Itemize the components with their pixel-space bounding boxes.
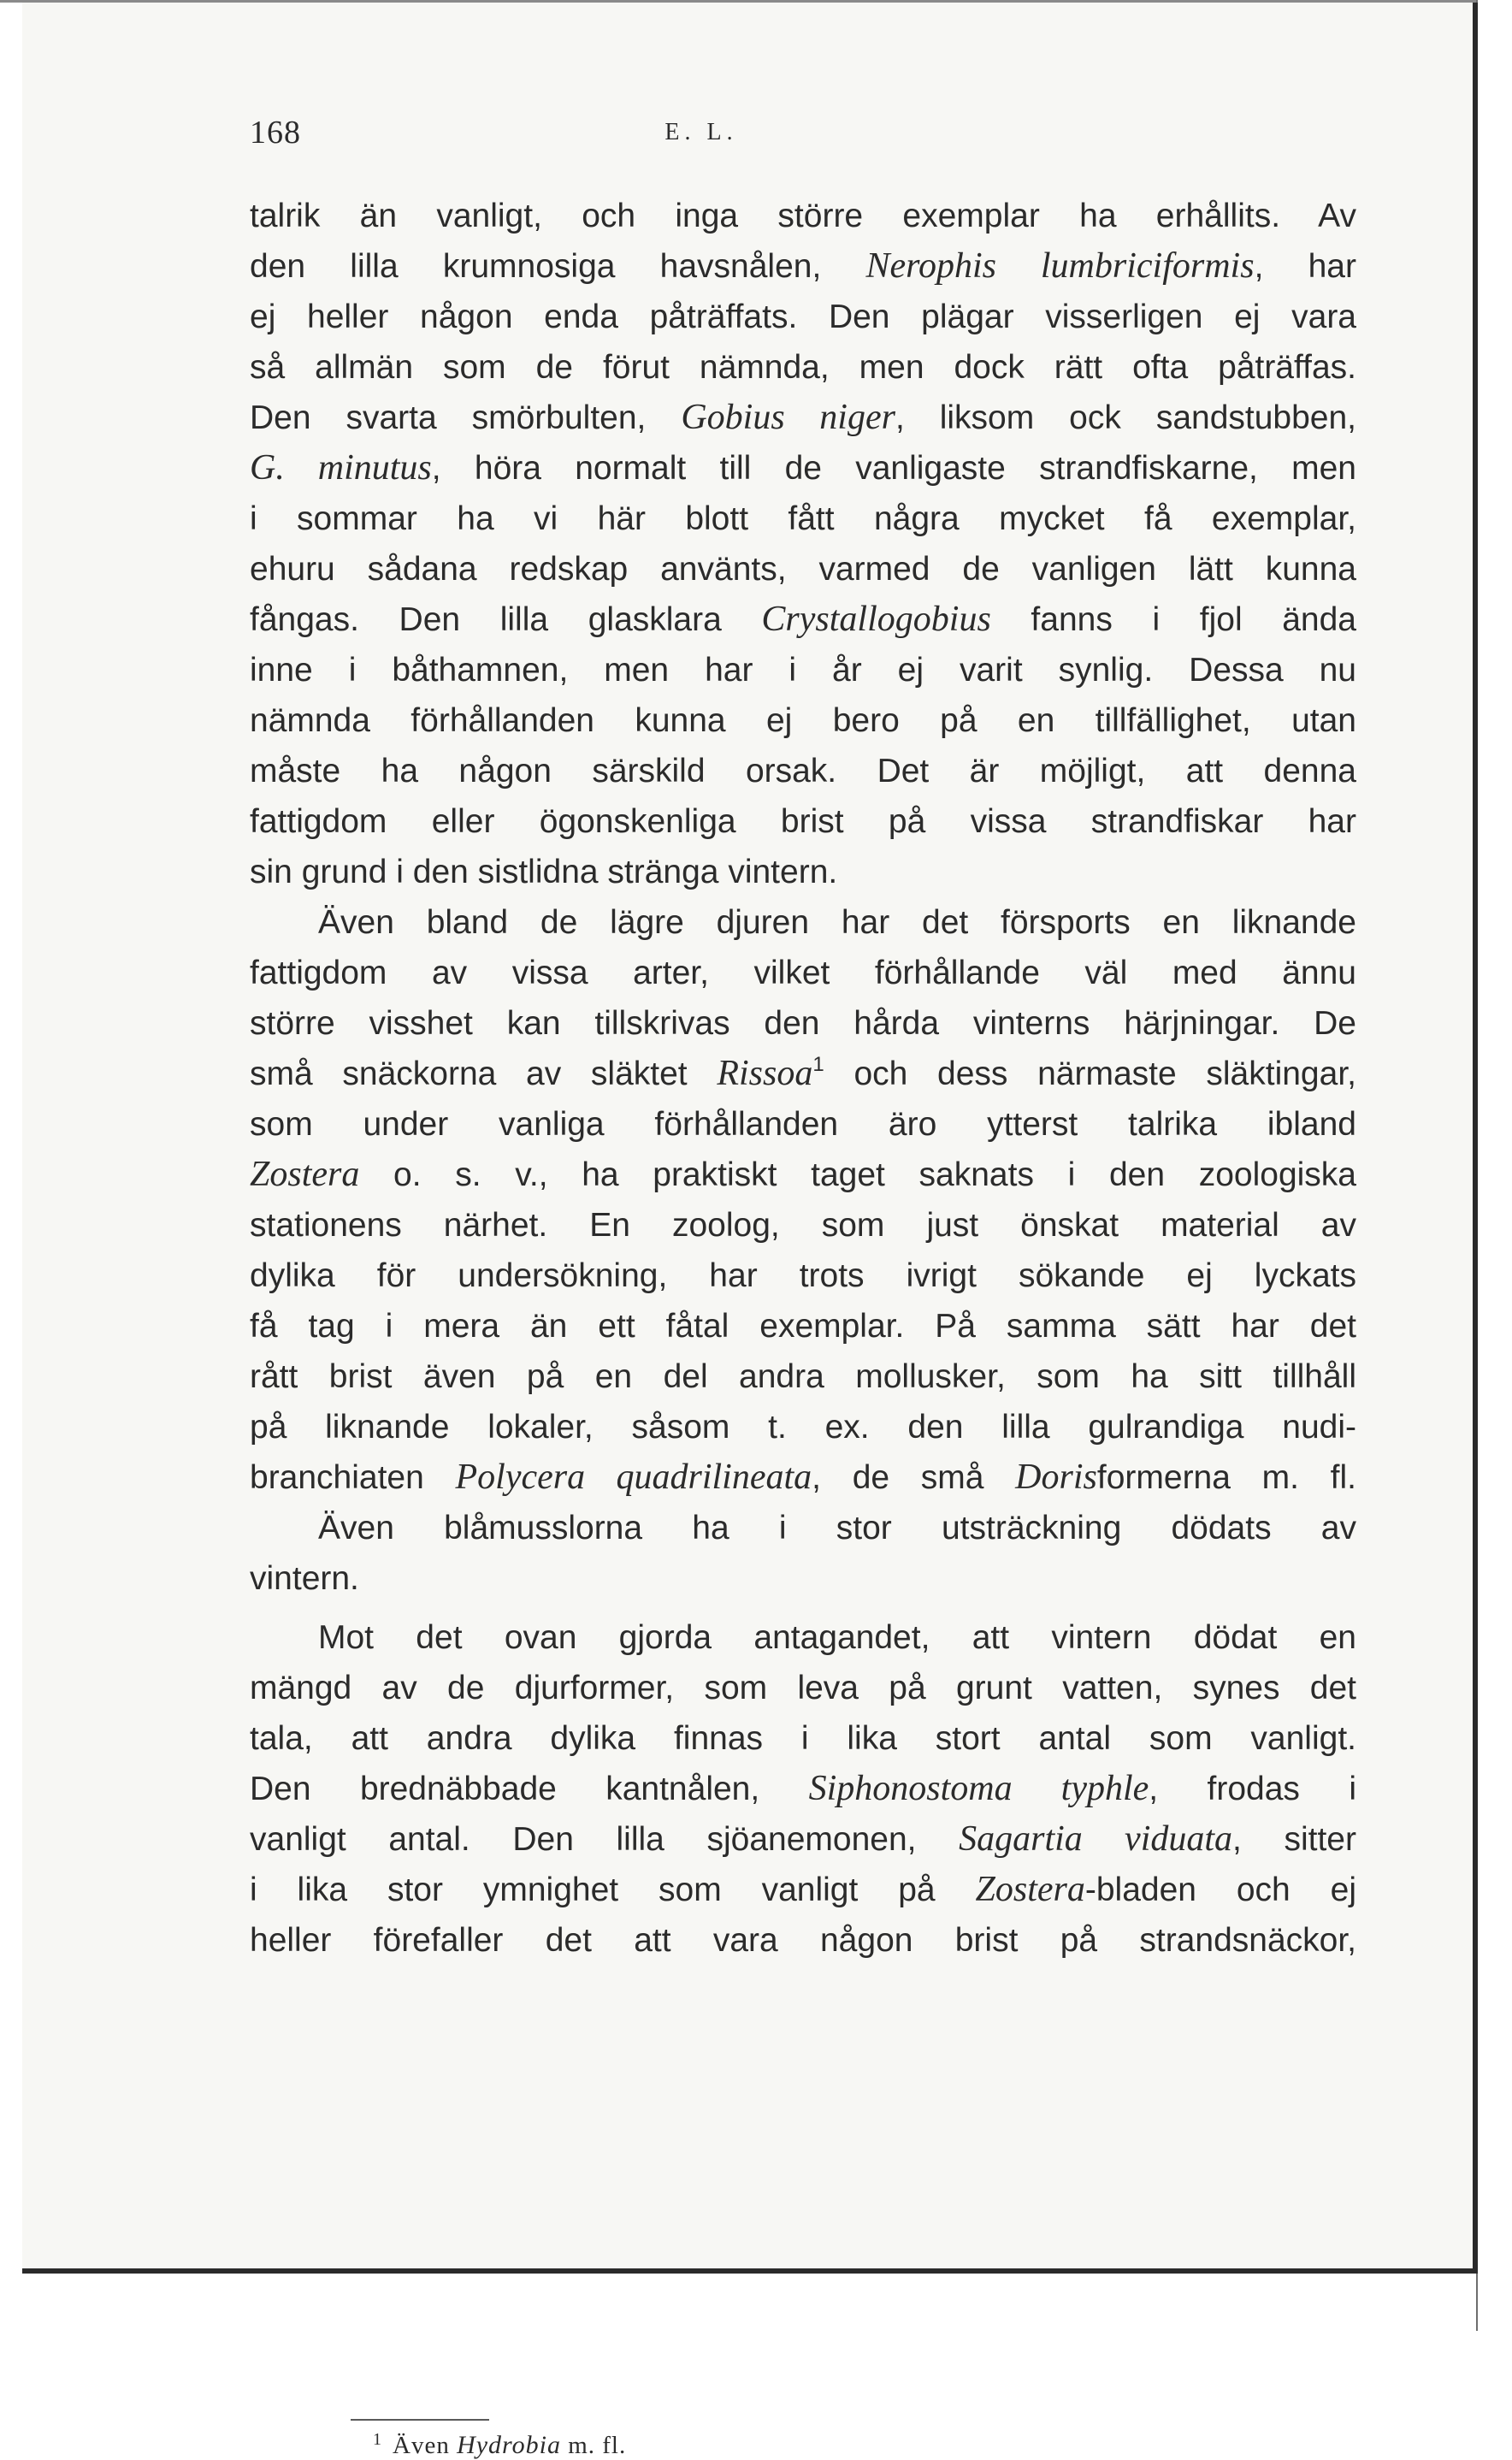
- text-line: Även blåmusslorna ha i stor utsträckning dödats av: [318, 1510, 1356, 1546]
- species-name: G. minutus: [250, 448, 432, 488]
- paragraph-2: [250, 897, 1356, 1503]
- text-run: branchiaten: [250, 1459, 456, 1496]
- text-line: ehuru sådana redskap använts, varmed de vanligen lätt kunna: [250, 551, 1356, 588]
- page-header: [250, 114, 1327, 157]
- footnote-text: Även: [393, 2432, 458, 2459]
- text-line: på liknande lokaler, såsom t. ex. den lilla gulrandiga nudi-: [250, 1409, 1356, 1446]
- text-line: vintern.: [250, 1560, 359, 1597]
- text-run: fångas. Den lilla glasklara: [250, 601, 762, 638]
- text-line: så allmän som de förut nämnda, men dock rätt ofta påträffas.: [250, 349, 1356, 386]
- book-page: [22, 3, 1478, 2459]
- body-text: [250, 191, 1356, 1966]
- text-line: fattigdom av vissa arter, vilket förhållande väl med ännu: [250, 955, 1356, 991]
- text-line: större visshet kan tillskrivas den hårda vinterns härjningar. De: [250, 1005, 1356, 1042]
- text-line: [250, 1764, 1356, 1814]
- text-line: [250, 594, 1356, 645]
- text-line: tala, att andra dylika finnas i lika stort antal som vanligt.: [250, 1720, 1356, 1757]
- page-number: 168: [250, 115, 301, 151]
- text-line: [250, 241, 1356, 292]
- footnote-text: m. fl.: [560, 2432, 627, 2459]
- text-run: fanns i fjol ända: [990, 601, 1356, 638]
- text-line: nämnda förhållanden kunna ej bero på en tillfällighet, utan: [250, 702, 1356, 739]
- text-line: heller förefaller det att vara någon brist på strandsnäckor,: [250, 1922, 1356, 1959]
- text-run: den lilla krumnosiga havsnålen,: [250, 248, 866, 285]
- text-line: [250, 443, 1356, 494]
- text-line: måste ha någon särskild orsak. Det är möjligt, att denna: [250, 753, 1356, 789]
- paragraph-4: [250, 1612, 1356, 1966]
- text-run: , de små: [812, 1459, 1016, 1496]
- paragraph-1: [250, 191, 1356, 897]
- footnote: [373, 2430, 626, 2460]
- footnote-reference: 1: [812, 1053, 824, 1076]
- text-line: sin grund i den sistlidna stränga vintern.: [250, 854, 838, 890]
- species-name: Rissoa: [717, 1054, 813, 1093]
- text-line: Även bland de lägre djuren har det försports en liknande: [318, 904, 1356, 941]
- text-line: fattigdom eller ögonskenliga brist på vissa strandfiskar har: [250, 803, 1356, 840]
- text-run: och dess närmaste släktingar,: [824, 1056, 1356, 1092]
- text-line: inne i båthamnen, men har i år ej varit synlig. Dessa nu: [250, 652, 1356, 689]
- text-line: [250, 393, 1356, 443]
- species-name: Crystallogobius: [761, 600, 991, 639]
- text-line: [250, 1150, 1356, 1200]
- text-line: ej heller någon enda påträffats. Den plägar visserligen ej vara: [250, 299, 1356, 335]
- species-name: Polycera quadrilineata: [455, 1458, 812, 1497]
- text-line: [250, 1452, 1356, 1503]
- species-name: Nerophis lumbriciformis: [865, 246, 1255, 286]
- text-line: [250, 1814, 1356, 1865]
- text-run: , har: [1254, 248, 1356, 285]
- species-name: Doris: [1015, 1458, 1097, 1497]
- text-run: Den svarta smörbulten,: [250, 399, 682, 436]
- footnote-divider: [351, 2419, 489, 2421]
- text-line: [250, 1049, 1356, 1099]
- text-run: i lika stor ymnighet som vanligt på: [250, 1872, 976, 1908]
- text-line: som under vanliga förhållanden äro ytterst talrika ibland: [250, 1106, 1356, 1143]
- text-line: dylika för undersökning, har trots ivrigt sökande ej lyckats: [250, 1257, 1356, 1294]
- footnote-mark: 1: [373, 2430, 382, 2449]
- species-name: Zostera: [250, 1155, 360, 1194]
- species-name: Sagartia viduata: [959, 1819, 1233, 1859]
- text-run: , höra normalt till de vanligaste strandfiskarne, men: [431, 450, 1356, 487]
- text-line: få tag i mera än ett fåtal exemplar. På samma sätt har det: [250, 1308, 1356, 1345]
- text-run: , frodas i: [1149, 1771, 1356, 1807]
- text-line: mängd av de djurformer, som leva på grunt vatten, synes det: [250, 1670, 1356, 1706]
- scan-right-margin: [1476, 0, 1512, 2331]
- text-run: vanligt antal. Den lilla sjöanemonen,: [250, 1821, 960, 1858]
- text-run: -bladen och ej: [1084, 1872, 1356, 1908]
- text-line: [250, 1865, 1356, 1915]
- species-name: Zostera: [975, 1870, 1085, 1909]
- species-name: Gobius niger: [681, 398, 895, 437]
- species-name: Siphonostoma typhle: [808, 1769, 1149, 1808]
- text-run: formerna m. fl.: [1096, 1459, 1356, 1496]
- text-run: , liksom ock sandstubben,: [895, 399, 1357, 436]
- text-run: o. s. v., ha praktiskt taget saknats i den zoologiska: [359, 1156, 1356, 1193]
- text-line: talrik än vanligt, och inga större exemplar ha erhållits. Av: [250, 198, 1356, 234]
- text-line: rått brist även på en del andra mollusker, som ha sitt tillhåll: [250, 1358, 1356, 1395]
- text-run: små snäckorna av släktet: [250, 1056, 718, 1092]
- paragraph-3: [250, 1503, 1356, 1604]
- species-name: Hydrobia: [457, 2431, 561, 2459]
- text-run: Den brednäbbade kantnålen,: [250, 1771, 809, 1807]
- text-line: stationens närhet. En zoolog, som just önskat material av: [250, 1207, 1356, 1244]
- text-line: Mot det ovan gjorda antagandet, att vintern dödat en: [318, 1619, 1356, 1656]
- running-head: E. L.: [664, 119, 738, 145]
- text-line: i sommar ha vi här blott fått några mycket få exemplar,: [250, 500, 1356, 537]
- text-run: , sitter: [1232, 1821, 1356, 1858]
- paragraph-gap: [250, 1604, 1356, 1612]
